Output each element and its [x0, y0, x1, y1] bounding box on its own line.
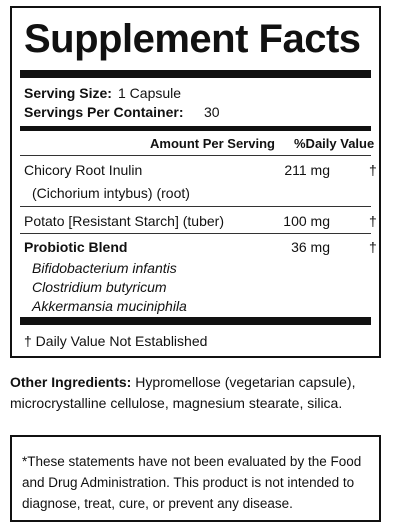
servings-per-container-value: 30 — [204, 104, 220, 120]
ingredient-amount: 100 mg — [283, 213, 330, 229]
probiotic-blend-amount: 36 mg — [291, 239, 330, 255]
servings-divider — [20, 126, 371, 131]
ingredient-botanical-name: (Cichorium intybus) (root) — [32, 185, 190, 201]
header-rule — [20, 155, 371, 156]
other-ingredients — [10, 372, 390, 414]
ingredient-rule — [20, 206, 371, 207]
probiotic-strain: Clostridium butyricum — [32, 279, 167, 295]
probiotic-strain: Bifidobacterium infantis — [32, 260, 177, 276]
servings-per-container-label: Servings Per Container: — [24, 104, 184, 120]
footnote-divider — [20, 317, 371, 325]
probiotic-blend-name: Probiotic Blend — [24, 239, 128, 255]
ingredient-dv: † — [369, 162, 377, 178]
ingredient-dv: † — [369, 213, 377, 229]
other-ingredients-text: Hypromellose (vegetarian capsule), microcrystalline cellulose, magnesium stearate, silica. — [10, 374, 356, 411]
fda-disclaimer: *These statements have not been evaluated by the Food and Drug Administration. This product is not intended to diagnose, treat, cure, or prevent any disease. — [10, 435, 381, 522]
ingredient-amount: 211 mg — [284, 162, 330, 178]
probiotic-blend-dv: † — [369, 239, 377, 255]
amount-per-serving-header: Amount Per Serving — [150, 136, 275, 151]
supplement-facts-panel — [10, 6, 381, 358]
title-divider — [20, 70, 371, 78]
panel-title: Supplement Facts — [24, 17, 361, 61]
ingredient-rule — [20, 233, 371, 234]
probiotic-strain: Akkermansia muciniphila — [32, 298, 187, 314]
serving-size-value: 1 Capsule — [118, 85, 182, 101]
daily-value-footnote: † Daily Value Not Established — [24, 333, 208, 349]
daily-value-header: %Daily Value — [294, 136, 375, 151]
ingredient-name: Chicory Root Inulin — [24, 162, 143, 178]
serving-size-label: Serving Size: — [24, 85, 112, 101]
other-ingredients-label: Other Ingredients: — [10, 374, 132, 390]
ingredient-name: Potato [Resistant Starch] (tuber) — [24, 213, 224, 229]
